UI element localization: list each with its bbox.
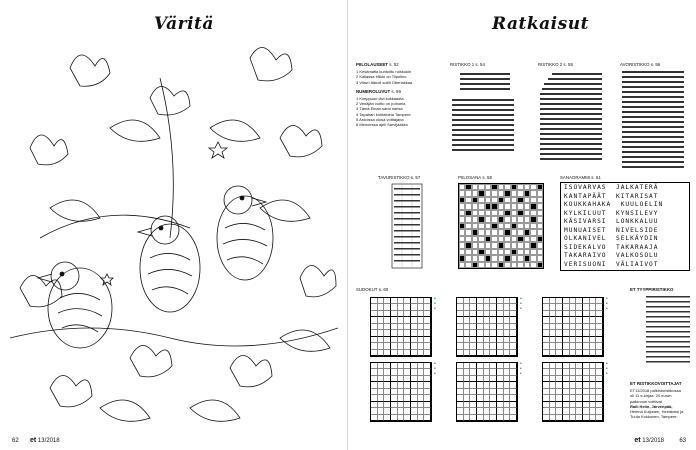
tyyppiristikko-section <box>630 287 694 375</box>
voittajat-line: Helena Kuljunen, Heinävesi ja <box>630 409 684 415</box>
tavuristikko-section <box>378 175 438 273</box>
piilosana-grid <box>458 183 544 269</box>
ristikko1-section <box>450 62 522 160</box>
sanagrammi-row: ISOVARVAS JALKATERÄ <box>564 184 659 192</box>
ristikko2-section <box>538 62 610 170</box>
tavuristikko-heading: TAVURISTIKKO s. 57 <box>378 175 421 180</box>
piilolauseet-heading: PIILOLAUSEET s. 52 <box>356 62 399 67</box>
ristikko2-heading: RISTIKKO 2 s. 55 <box>538 62 573 67</box>
sudoku-cell <box>497 415 504 421</box>
sudoku-cell <box>504 350 511 356</box>
sudoku-grid <box>456 297 518 357</box>
avoristikko-heading: AVORISTIKKO s. 56 <box>620 62 661 67</box>
sanagrammi-row: KANTAPÄÄT KITARISAT <box>564 192 659 200</box>
sudokut-section <box>356 287 456 294</box>
piilolause-item: 2 Kaliassa Hilkki on Tiipolino <box>356 74 407 80</box>
sudoku-cell <box>391 415 398 421</box>
sudoku-cell <box>457 350 464 356</box>
sudoku-cell <box>563 415 570 421</box>
numeroluku-item: 4 Tapahan kohtaloina Tampere <box>356 111 411 117</box>
solutions-page-title: Ratkaisut <box>492 14 589 34</box>
sudoku-cell <box>510 415 517 421</box>
sudoku-cell <box>464 415 471 421</box>
issue-label: et 13/2018 <box>634 437 664 444</box>
sudoku-grid <box>370 362 432 422</box>
sudoku-cell <box>398 415 405 421</box>
sanagrammi-row: SIDEKALVO TAKARAAJA <box>564 243 659 251</box>
piilolause-item: 3 Viiruri äänoli soitti Oberlakkaa <box>356 79 413 85</box>
sudoku-cell <box>378 350 385 356</box>
sanagrammi-row: KOUKKAHAKA KUULOELIN <box>564 201 664 209</box>
sudoku-cell <box>570 415 577 421</box>
voittajat-heading: ET RISTIKKOVOITTAJAT <box>630 381 682 386</box>
piilolause-item: 1 Kesämafia kuntoiltu ruiskukin <box>356 69 412 75</box>
sudoku-cell <box>384 415 391 421</box>
sanagrammi-row: KÄSIVARSI LONKKALUU <box>564 218 659 226</box>
coloring-illustration <box>10 38 338 432</box>
numeroluku-item: 5 Ardoissa olosa voittajana <box>356 116 404 122</box>
sudoku-cell <box>576 350 583 356</box>
tavuristikko-grid <box>378 182 434 272</box>
voittajat-line: oli 11 e-kirjaa. 20 euron <box>630 393 672 399</box>
sudoku-cell <box>490 350 497 356</box>
numeroluku-item: 2 Venäjän voitto on poboeia <box>356 101 406 107</box>
sudoku-cell <box>371 350 378 356</box>
sudoku-cell <box>550 415 557 421</box>
sudoku-cell <box>457 415 464 421</box>
sudoku-cell <box>543 415 550 421</box>
avoristikko-grid <box>620 69 688 179</box>
voittajat-line: palkinnon voittivat <box>630 398 662 404</box>
sudoku-cell <box>504 415 511 421</box>
voittajat-section <box>630 381 694 419</box>
sudoku-cell <box>543 350 550 356</box>
sudoku-cell <box>378 415 385 421</box>
sudoku-cell <box>583 350 590 356</box>
sudoku-cell <box>556 350 563 356</box>
sanagrammi-heading: SANAGRAMMI s. 61 <box>560 175 601 180</box>
sanagrammi-row: TAKARAIVO VALKOSOLU <box>564 252 659 260</box>
difficulty-dots-icon: • • • <box>520 361 522 377</box>
difficulty-dots-icon: • • • <box>434 361 436 377</box>
piilolauseet-section <box>356 62 436 127</box>
sudoku-cell <box>596 350 603 356</box>
sanagrammi-grid <box>560 182 690 271</box>
sudoku-cell <box>563 350 570 356</box>
sudoku-cell <box>384 350 391 356</box>
difficulty-dots-icon: • • • <box>434 296 436 312</box>
sudoku-cell <box>470 350 477 356</box>
sudoku-cell <box>371 415 378 421</box>
avoristikko-section <box>620 62 690 180</box>
sudoku-cell <box>411 350 418 356</box>
right-page <box>348 0 696 450</box>
voittajat-line: Raili Helin, Järvenpää, <box>630 403 673 409</box>
sudoku-cell <box>583 415 590 421</box>
sudoku-grid <box>456 362 518 422</box>
sudokut-heading: SUDOKUT s. 60 <box>356 287 389 292</box>
sudoku-cell <box>418 415 425 421</box>
coloring-page-title: Väritä <box>154 14 214 34</box>
sudoku-cell <box>477 415 484 421</box>
voittajat-line: ET11/2018 palkintoristikossa <box>630 388 681 394</box>
sudoku-cell <box>418 350 425 356</box>
sudoku-cell <box>464 350 471 356</box>
sudoku-cell <box>497 350 504 356</box>
sanagrammi-row: VERISUONI VÄLIAIVOT <box>564 260 659 268</box>
sudoku-cell <box>550 350 557 356</box>
numeroluku-item: 6 Menoessa ajeli Sarvijaakko <box>356 122 408 128</box>
sudoku-cell <box>391 350 398 356</box>
sudoku-cell <box>576 415 583 421</box>
sudoku-grid <box>542 362 604 422</box>
difficulty-dots-icon: • • • <box>606 296 608 312</box>
sudoku-cell <box>510 350 517 356</box>
sudoku-cell <box>596 415 603 421</box>
numeroluvut-heading: NUMEROLUVUT s. 59 <box>356 88 401 94</box>
page-number: 62 <box>12 438 19 444</box>
numeroluku-item: 3 Tämä Einari sarai narisa <box>356 106 403 112</box>
sudoku-cell <box>490 415 497 421</box>
ristikko1-heading: RISTIKKO 1 s. 54 <box>450 62 485 67</box>
difficulty-dots-icon: • • • <box>520 296 522 312</box>
sanagrammi-row: OLKANIVEL SELKÄYDIN <box>564 235 659 243</box>
sudoku-cell <box>590 415 597 421</box>
sudoku-grid <box>542 297 604 357</box>
piilosana-section <box>458 175 548 182</box>
sudoku-cell <box>484 350 491 356</box>
piilosana-heading: PIILOSANA s. 58 <box>458 175 492 180</box>
sudoku-cell <box>411 415 418 421</box>
sudoku-cell <box>424 350 431 356</box>
sanagrammi-row: KYLKILUUT KYNSILEVY <box>564 209 659 217</box>
tyyppiristikko-heading: ET TYYPPIRISTIKKO <box>630 287 674 292</box>
voittajat-line: Tuula Kokkonen, Tampere. <box>630 414 678 420</box>
sudoku-cell <box>470 415 477 421</box>
tyyppiristikko-grid <box>630 294 694 374</box>
sudoku-cell <box>570 350 577 356</box>
page-number: 63 <box>679 438 686 444</box>
sudoku-cell <box>398 350 405 356</box>
numeroluku-item: 1 Kimppuun lävi kukkaasta <box>356 96 404 102</box>
ristikko1-grid <box>450 69 520 159</box>
sudoku-grid <box>370 297 432 357</box>
issue-label: et 13/2018 <box>30 437 60 444</box>
sudoku-cell <box>556 415 563 421</box>
sanagrammi-section <box>560 175 690 271</box>
sanagrammi-row: MUNUAISET NIVELSIDE <box>564 226 659 234</box>
sudoku-cell <box>590 350 597 356</box>
sudoku-cell <box>424 415 431 421</box>
sudoku-cell <box>404 415 411 421</box>
sudoku-cell <box>484 415 491 421</box>
ristikko2-grid <box>538 69 608 169</box>
difficulty-dots-icon: • • • <box>606 361 608 377</box>
sudoku-cell <box>404 350 411 356</box>
sudoku-cell <box>477 350 484 356</box>
